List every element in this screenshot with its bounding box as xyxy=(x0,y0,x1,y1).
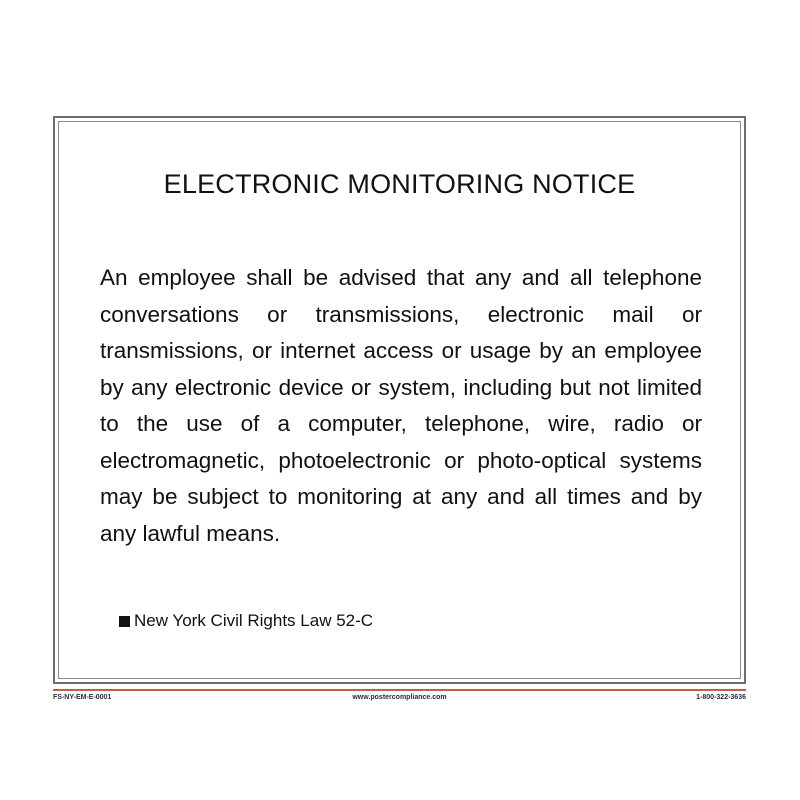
website-link: www.postercompliance.com xyxy=(352,694,447,701)
square-bullet-icon xyxy=(119,616,130,627)
poster-title: ELECTRONIC MONITORING NOTICE xyxy=(163,169,636,199)
citation-text: New York Civil Rights Law 52-C xyxy=(134,611,374,630)
poster-footer xyxy=(53,694,746,706)
phone-number: 1-800-322-3636 xyxy=(696,694,746,701)
legal-citation xyxy=(119,611,373,631)
poster-body-text: An employee shall be advised that any and all telephone conversations or transmissions, electronic mail or transmissions, or internet access or usage by an employee by any electronic device or system, including but not limited to the use of a computer, telephone, wire, radio or electromagnetic, photoelectronic or photo-optical systems may be subject to monitoring at any and all times and by any lawful means. xyxy=(100,265,702,546)
footer-divider xyxy=(53,689,746,691)
product-code: FS-NY-EM-E-0001 xyxy=(53,694,112,701)
poster-frame xyxy=(53,116,746,684)
